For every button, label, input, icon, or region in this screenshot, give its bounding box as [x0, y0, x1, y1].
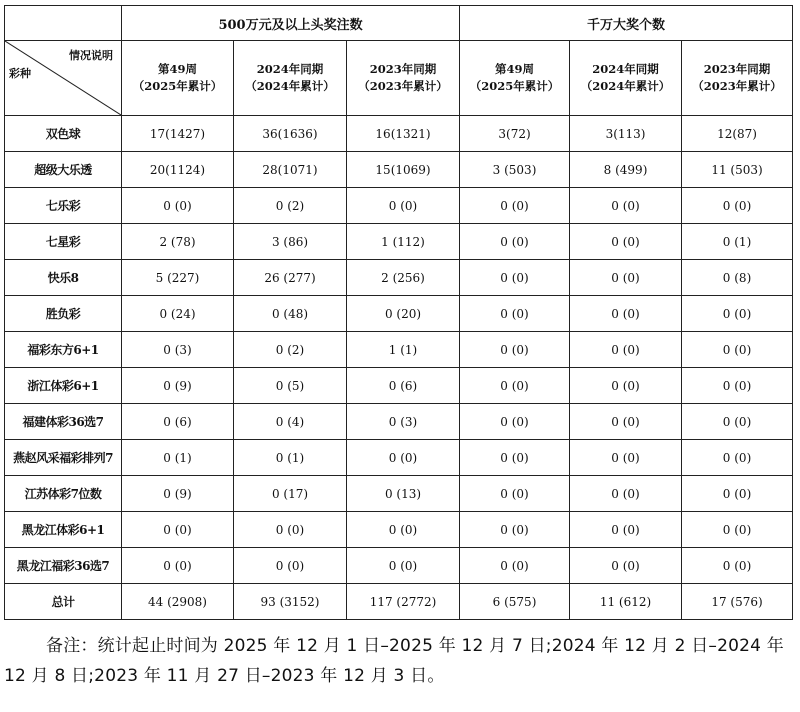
table-cell: 0 (48): [234, 296, 347, 332]
table-row: [5, 152, 793, 188]
column-header: [234, 41, 347, 116]
table-row: [5, 188, 793, 224]
lottery-name: 燕赵风采福彩排列7: [5, 440, 122, 476]
table-cell: 0 (8): [682, 260, 793, 296]
table-cell: 0 (0): [570, 296, 682, 332]
table-cell: 0 (4): [234, 404, 347, 440]
column-header-period: 2024年同期: [592, 62, 659, 76]
table-cell: 0 (0): [460, 296, 570, 332]
table-cell: 0 (0): [570, 548, 682, 584]
table-cell: 0 (0): [682, 296, 793, 332]
footnote: 备注：统计起止时间为 2025 年 12 月 1 日–2025 年 12 月 7 日;2024 年 12 月 2 日–2024 年 12 月 8 日;2023 年 11 月 27 日–2023 年 12 月 3 日。: [4, 636, 784, 686]
table-cell: 0 (0): [682, 188, 793, 224]
column-header-period: 第49周: [157, 62, 197, 76]
table-cell: 0 (0): [460, 404, 570, 440]
column-header-period: 2023年同期: [703, 62, 771, 76]
column-header-period: 2024年同期: [256, 62, 324, 76]
table-cell: 0 (2): [234, 188, 347, 224]
table-cell: 0 (0): [460, 332, 570, 368]
table-cell: 0 (0): [570, 368, 682, 404]
table-cell: 0 (0): [682, 368, 793, 404]
lottery-name: 双色球: [5, 116, 122, 152]
table-cell: 0 (0): [347, 548, 460, 584]
table-cell: 0 (0): [122, 548, 234, 584]
diagonal-header-cell: [5, 41, 122, 116]
table-cell: 2 (78): [122, 224, 234, 260]
table-row: [5, 224, 793, 260]
table-cell: 3 (86): [234, 224, 347, 260]
table-cell: 0 (0): [570, 512, 682, 548]
table-row: [5, 368, 793, 404]
table-cell: 28(1071): [234, 152, 347, 188]
table-cell: 3(113): [570, 116, 682, 152]
table-cell: 0 (6): [122, 404, 234, 440]
table-row: [5, 584, 793, 620]
table-cell: 0 (17): [234, 476, 347, 512]
table-cell: 93 (3152): [234, 584, 347, 620]
lottery-name: 总计: [5, 584, 122, 620]
table-cell: 1 (1): [347, 332, 460, 368]
table-cell: 36(1636): [234, 116, 347, 152]
table-cell: 0 (0): [682, 440, 793, 476]
table-cell: 12(87): [682, 116, 793, 152]
table-row: [5, 512, 793, 548]
table-cell: 0 (0): [460, 224, 570, 260]
column-header-cumulative: （2024年累计）: [245, 79, 335, 93]
lottery-name: 七乐彩: [5, 188, 122, 224]
table-cell: 0 (0): [682, 512, 793, 548]
table-cell: 20(1124): [122, 152, 234, 188]
table-cell: 3 (503): [460, 152, 570, 188]
column-header: [682, 41, 793, 116]
table-cell: 0 (0): [570, 224, 682, 260]
table-row: [5, 116, 793, 152]
table-cell: 15(1069): [347, 152, 460, 188]
column-header: [460, 41, 570, 116]
table-cell: 0 (0): [682, 404, 793, 440]
table-cell: 0 (1): [682, 224, 793, 260]
table-cell: 0 (0): [570, 404, 682, 440]
table-cell: 5 (227): [122, 260, 234, 296]
table-cell: 6 (575): [460, 584, 570, 620]
lottery-name: 浙江体彩6+1: [5, 368, 122, 404]
table-cell: 0 (0): [570, 188, 682, 224]
table-cell: 0 (0): [460, 548, 570, 584]
table-cell: 0 (9): [122, 368, 234, 404]
column-header-row: [5, 41, 793, 116]
table-cell: 3(72): [460, 116, 570, 152]
table-cell: 2 (256): [347, 260, 460, 296]
lottery-name: 福建体彩36选7: [5, 404, 122, 440]
table-cell: 11 (612): [570, 584, 682, 620]
table-cell: 0 (9): [122, 476, 234, 512]
table-cell: 0 (20): [347, 296, 460, 332]
table-row: [5, 404, 793, 440]
table-cell: 8 (499): [570, 152, 682, 188]
column-header-cumulative: （2025年累计）: [132, 79, 223, 93]
table-cell: 0 (1): [234, 440, 347, 476]
lottery-name: 江苏体彩7位数: [5, 476, 122, 512]
column-header-period: 2023年同期: [369, 62, 437, 76]
table-cell: 0 (1): [122, 440, 234, 476]
corner-label-description: 情况说明: [69, 49, 113, 62]
table-row: [5, 260, 793, 296]
table-cell: 0 (0): [347, 188, 460, 224]
table-cell: 0 (0): [234, 512, 347, 548]
column-header-cumulative: （2023年累计）: [358, 79, 448, 93]
table-cell: 0 (0): [460, 188, 570, 224]
table-cell: 0 (0): [682, 548, 793, 584]
table-cell: 0 (6): [347, 368, 460, 404]
table-cell: 0 (0): [460, 368, 570, 404]
table-cell: 0 (0): [122, 188, 234, 224]
table-cell: 0 (0): [460, 476, 570, 512]
table-cell: 0 (13): [347, 476, 460, 512]
table-cell: 0 (0): [122, 512, 234, 548]
table-cell: 0 (0): [570, 332, 682, 368]
table-cell: 0 (5): [234, 368, 347, 404]
table-cell: 0 (0): [347, 440, 460, 476]
column-header-period: 第49周: [495, 62, 535, 76]
group-header-ten-million: 千万大奖个数: [460, 6, 793, 41]
table-cell: 0 (24): [122, 296, 234, 332]
group-header-top-prize: 500万元及以上头奖注数: [122, 6, 460, 41]
table-row: [5, 296, 793, 332]
lottery-name: 黑龙江体彩6+1: [5, 512, 122, 548]
lottery-name: 黑龙江福彩36选7: [5, 548, 122, 584]
column-header-cumulative: （2023年累计）: [692, 79, 782, 93]
table-cell: 1 (112): [347, 224, 460, 260]
table-cell: 0 (3): [122, 332, 234, 368]
table-cell: 17 (576): [682, 584, 793, 620]
column-header: [570, 41, 682, 116]
table-cell: 0 (0): [570, 260, 682, 296]
table-cell: 17(1427): [122, 116, 234, 152]
lottery-name: 超级大乐透: [5, 152, 122, 188]
lottery-name: 福彩东方6+1: [5, 332, 122, 368]
table-cell: 117 (2772): [347, 584, 460, 620]
table-cell: 26 (277): [234, 260, 347, 296]
column-header: [347, 41, 460, 116]
table-cell: 0 (0): [682, 476, 793, 512]
table-cell: 16(1321): [347, 116, 460, 152]
table-cell: 0 (0): [682, 332, 793, 368]
column-header-cumulative: （2025年累计）: [469, 79, 560, 93]
table-cell: 11 (503): [682, 152, 793, 188]
table-cell: 0 (0): [347, 512, 460, 548]
column-header: [122, 41, 234, 116]
group-header-row: [5, 6, 793, 41]
table-cell: 0 (0): [234, 548, 347, 584]
table-row: [5, 548, 793, 584]
lottery-name: 七星彩: [5, 224, 122, 260]
table-cell: 0 (0): [460, 512, 570, 548]
lottery-stats-table: [4, 5, 793, 620]
lottery-name: 胜负彩: [5, 296, 122, 332]
table-row: [5, 440, 793, 476]
lottery-name: 快乐8: [5, 260, 122, 296]
column-header-cumulative: （2024年累计）: [580, 79, 671, 93]
table-cell: 0 (0): [570, 476, 682, 512]
corner-label-lottery: 彩种: [9, 67, 31, 80]
table-row: [5, 476, 793, 512]
table-cell: 0 (0): [460, 260, 570, 296]
blank-corner-cell: [5, 6, 122, 41]
table-cell: 0 (3): [347, 404, 460, 440]
table-cell: 0 (2): [234, 332, 347, 368]
table-cell: 0 (0): [460, 440, 570, 476]
table-cell: 0 (0): [570, 440, 682, 476]
table-cell: 44 (2908): [122, 584, 234, 620]
table-row: [5, 332, 793, 368]
